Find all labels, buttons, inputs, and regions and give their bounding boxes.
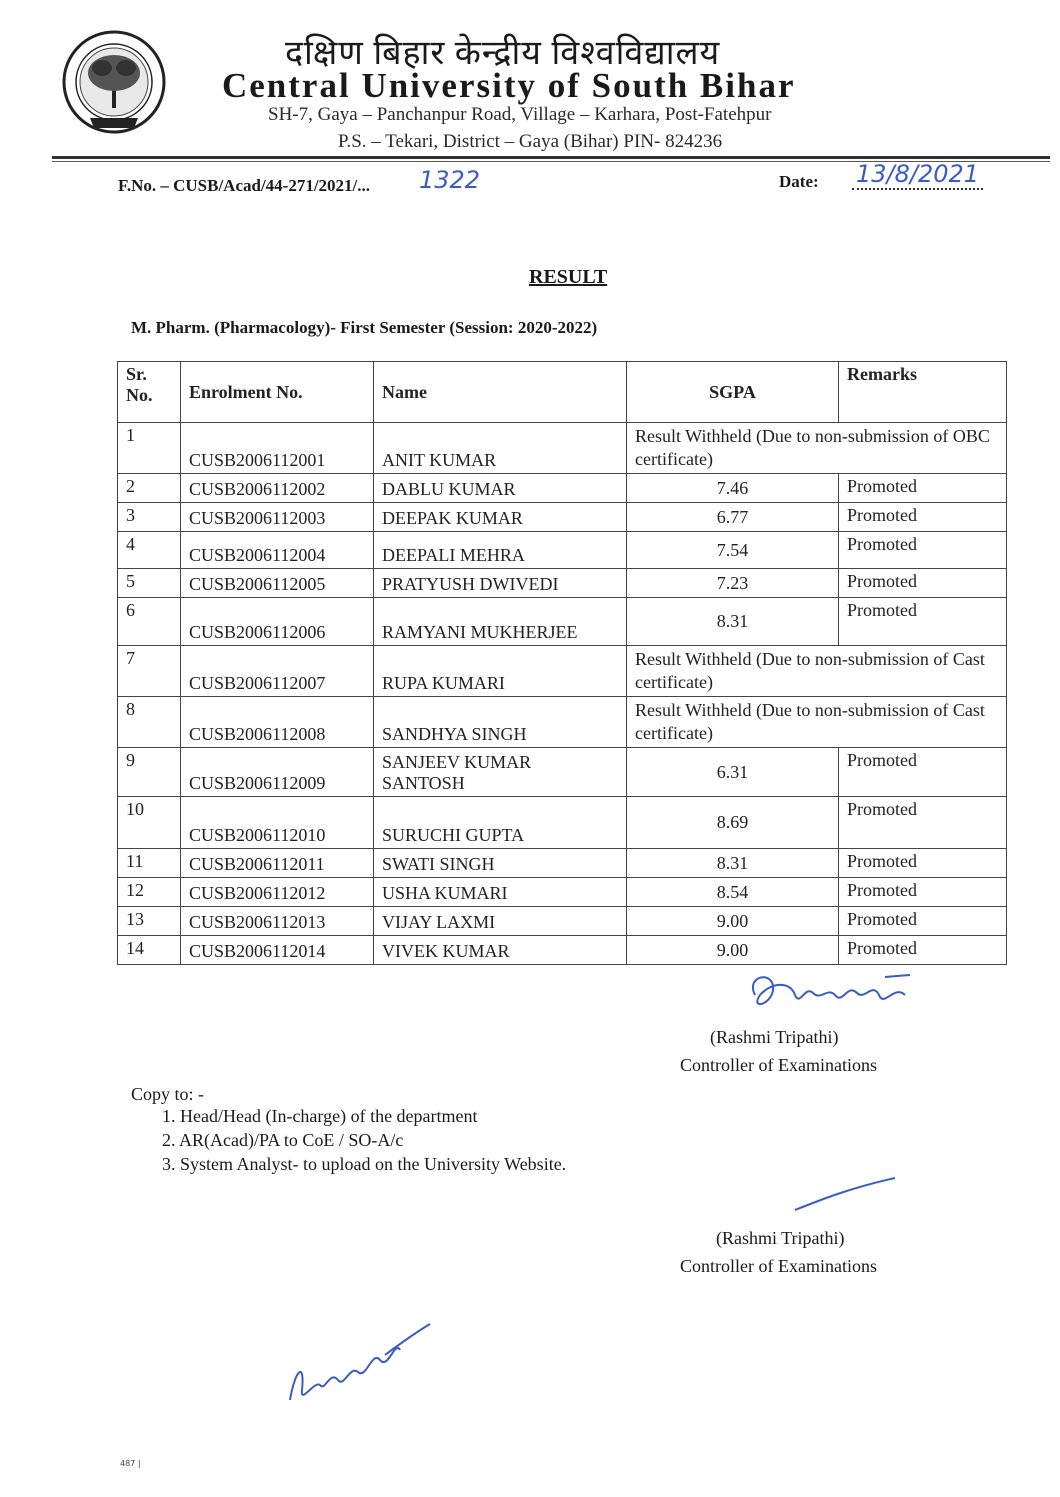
cell-enrolment-no: CUSB2006112008 bbox=[181, 697, 374, 748]
cell-name: USHA KUMARI bbox=[374, 878, 627, 907]
cell-remarks: Promoted bbox=[839, 936, 1007, 965]
cell-sr-no: 7 bbox=[118, 646, 181, 697]
cell-sgpa: 9.00 bbox=[627, 907, 839, 936]
cell-remarks: Promoted bbox=[839, 849, 1007, 878]
university-seal-logo bbox=[60, 28, 168, 140]
document-subtitle: M. Pharm. (Pharmacology)- First Semester (Session: 2020-2022) bbox=[131, 318, 598, 337]
page-marker: 487 | bbox=[120, 1459, 141, 1468]
cell-enrolment-no: CUSB2006112003 bbox=[181, 503, 374, 532]
date-label: Date: bbox=[779, 172, 819, 191]
cell-name: SWATI SINGH bbox=[374, 849, 627, 878]
date-handwritten: 13/8/2021 bbox=[852, 160, 983, 190]
university-name-english: Central University of South Bihar bbox=[222, 66, 796, 105]
cell-sgpa: 7.54 bbox=[627, 532, 839, 569]
cell-name: DABLU KUMAR bbox=[374, 474, 627, 503]
cell-enrolment-no: CUSB2006112009 bbox=[181, 748, 374, 797]
table-header-row bbox=[118, 362, 1007, 423]
cell-sr-no: 11 bbox=[118, 849, 181, 878]
cell-sr-no: 1 bbox=[118, 423, 181, 474]
signatory-name-1: (Rashmi Tripathi) bbox=[710, 1027, 839, 1047]
table-row bbox=[118, 646, 1007, 697]
cell-remarks: Promoted bbox=[839, 474, 1007, 503]
result-table bbox=[117, 361, 1007, 965]
signature-rashmi-tripathi bbox=[735, 965, 935, 1025]
university-name-hindi: दक्षिण बिहार केन्द्रीय विश्वविद्यालय bbox=[285, 35, 721, 72]
address-line-2: P.S. – Tekari, District – Gaya (Bihar) PIN- 824236 bbox=[338, 131, 723, 152]
cell-sgpa: 8.31 bbox=[627, 598, 839, 646]
cell-result-withheld: Result Withheld (Due to non-submission of Cast certificate) bbox=[627, 697, 1007, 748]
cell-sgpa: 9.00 bbox=[627, 936, 839, 965]
cell-enrolment-no: CUSB2006112012 bbox=[181, 878, 374, 907]
table-row bbox=[118, 423, 1007, 474]
signature-stroke bbox=[790, 1170, 900, 1220]
cell-enrolment-no: CUSB2006112001 bbox=[181, 423, 374, 474]
table-row bbox=[118, 503, 1007, 532]
cell-remarks: Promoted bbox=[839, 598, 1007, 646]
cell-enrolment-no: CUSB2006112013 bbox=[181, 907, 374, 936]
header-rule-thick bbox=[52, 156, 1050, 159]
cell-name: ANIT KUMAR bbox=[374, 423, 627, 474]
cell-enrolment-no: CUSB2006112006 bbox=[181, 598, 374, 646]
cell-remarks: Promoted bbox=[839, 797, 1007, 849]
header-enrolment-no: Enrolment No. bbox=[181, 362, 374, 423]
table-row bbox=[118, 849, 1007, 878]
header-sr-no: Sr. No. bbox=[118, 362, 181, 423]
table-row bbox=[118, 936, 1007, 965]
cell-name: DEEPAK KUMAR bbox=[374, 503, 627, 532]
cell-name: PRATYUSH DWIVEDI bbox=[374, 569, 627, 598]
cell-enrolment-no: CUSB2006112014 bbox=[181, 936, 374, 965]
table-row bbox=[118, 878, 1007, 907]
header-sgpa: SGPA bbox=[627, 362, 839, 423]
copy-to-item: 1. Head/Head (In-charge) of the department bbox=[162, 1106, 478, 1126]
cell-sr-no: 2 bbox=[118, 474, 181, 503]
cell-enrolment-no: CUSB2006112004 bbox=[181, 532, 374, 569]
cell-name: VIVEK KUMAR bbox=[374, 936, 627, 965]
cell-sgpa: 6.77 bbox=[627, 503, 839, 532]
cell-enrolment-no: CUSB2006112005 bbox=[181, 569, 374, 598]
cell-name: SANDHYA SINGH bbox=[374, 697, 627, 748]
cell-sr-no: 13 bbox=[118, 907, 181, 936]
copy-to-list bbox=[162, 1106, 566, 1178]
cell-sgpa: 8.69 bbox=[627, 797, 839, 849]
cell-enrolment-no: CUSB2006112011 bbox=[181, 849, 374, 878]
table-row bbox=[118, 797, 1007, 849]
table-row bbox=[118, 569, 1007, 598]
cell-remarks: Promoted bbox=[839, 503, 1007, 532]
cell-name: SURUCHI GUPTA bbox=[374, 797, 627, 849]
header-name: Name bbox=[374, 362, 627, 423]
header-remarks: Remarks bbox=[839, 362, 1007, 423]
cell-name: SANJEEV KUMAR SANTOSH bbox=[374, 748, 627, 797]
cell-sgpa: 7.46 bbox=[627, 474, 839, 503]
address-line-1: SH-7, Gaya – Panchanpur Road, Village – Karhara, Post-Fatehpur bbox=[268, 104, 772, 125]
signatory-designation-2: Controller of Examinations bbox=[680, 1256, 877, 1276]
cell-remarks: Promoted bbox=[839, 907, 1007, 936]
table-row bbox=[118, 697, 1007, 748]
document-title: RESULT bbox=[529, 266, 608, 288]
handwritten-initials bbox=[280, 1310, 440, 1410]
cell-name: RUPA KUMARI bbox=[374, 646, 627, 697]
cell-sgpa: 6.31 bbox=[627, 748, 839, 797]
cell-sr-no: 5 bbox=[118, 569, 181, 598]
file-number-handwritten: 1322 bbox=[419, 166, 481, 194]
cell-name: VIJAY LAXMI bbox=[374, 907, 627, 936]
copy-to-label: Copy to: - bbox=[131, 1084, 205, 1104]
cell-enrolment-no: CUSB2006112007 bbox=[181, 646, 374, 697]
cell-sr-no: 3 bbox=[118, 503, 181, 532]
copy-to-item: 2. AR(Acad)/PA to CoE / SO-A/c bbox=[162, 1130, 404, 1150]
table-row bbox=[118, 532, 1007, 569]
table-row bbox=[118, 598, 1007, 646]
signatory-name-2: (Rashmi Tripathi) bbox=[716, 1228, 845, 1248]
copy-to-item: 3. System Analyst- to upload on the University Website. bbox=[162, 1154, 567, 1174]
cell-sr-no: 14 bbox=[118, 936, 181, 965]
cell-sr-no: 9 bbox=[118, 748, 181, 797]
cell-name: RAMYANI MUKHERJEE bbox=[374, 598, 627, 646]
cell-sgpa: 8.31 bbox=[627, 849, 839, 878]
cell-sr-no: 10 bbox=[118, 797, 181, 849]
cell-remarks: Promoted bbox=[839, 878, 1007, 907]
table-row bbox=[118, 474, 1007, 503]
signatory-designation-1: Controller of Examinations bbox=[680, 1055, 877, 1075]
cell-result-withheld: Result Withheld (Due to non-submission of Cast certificate) bbox=[627, 646, 1007, 697]
cell-sr-no: 8 bbox=[118, 697, 181, 748]
table-row bbox=[118, 748, 1007, 797]
table-row bbox=[118, 907, 1007, 936]
cell-result-withheld: Result Withheld (Due to non-submission of OBC certificate) bbox=[627, 423, 1007, 474]
cell-remarks: Promoted bbox=[839, 748, 1007, 797]
result-table-body bbox=[118, 423, 1007, 965]
cell-remarks: Promoted bbox=[839, 569, 1007, 598]
cell-remarks: Promoted bbox=[839, 532, 1007, 569]
cell-name: DEEPALI MEHRA bbox=[374, 532, 627, 569]
cell-enrolment-no: CUSB2006112002 bbox=[181, 474, 374, 503]
cell-sr-no: 4 bbox=[118, 532, 181, 569]
cell-sr-no: 12 bbox=[118, 878, 181, 907]
cell-sr-no: 6 bbox=[118, 598, 181, 646]
file-number-label: F.No. – CUSB/Acad/44-271/2021/... bbox=[118, 176, 371, 195]
cell-sgpa: 7.23 bbox=[627, 569, 839, 598]
cell-sgpa: 8.54 bbox=[627, 878, 839, 907]
cell-enrolment-no: CUSB2006112010 bbox=[181, 797, 374, 849]
